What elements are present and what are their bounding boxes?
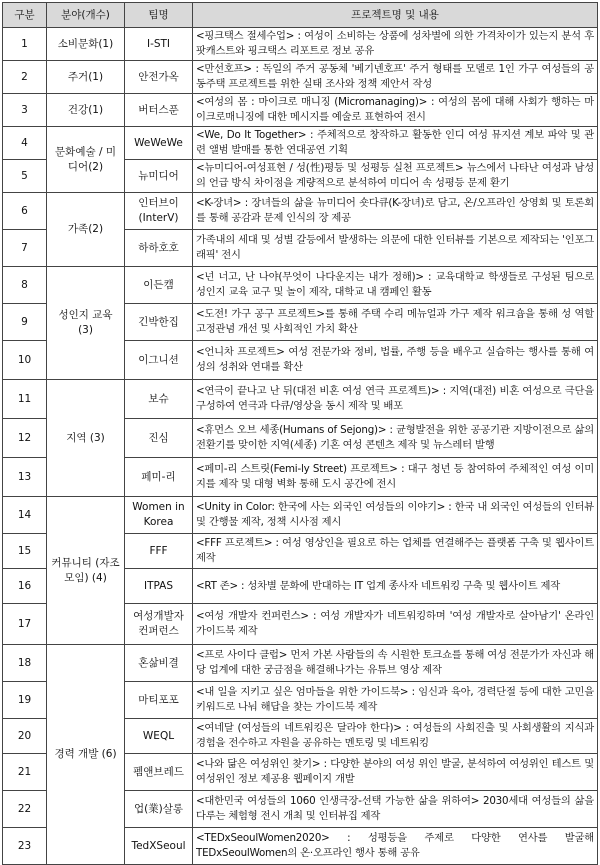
row-number: 7: [3, 230, 47, 267]
team-name: 긴박한집: [125, 304, 193, 341]
field-cell: 커뮤니티 (자조모임) (4): [47, 497, 125, 645]
project-description: <여성의 몸 : 마이크로 매니징 (Micromanaging)> : 여성의 몸에 대해 사회가 행하는 마이크로매니징에 대한 메시지를 예술로 표현하여 전시: [193, 94, 598, 127]
team-name: 안전가옥: [125, 61, 193, 94]
team-name: Women in Korea: [125, 497, 193, 534]
field-cell: 문화예술 / 미디어(2): [47, 127, 125, 193]
row-number: 22: [3, 791, 47, 828]
project-table: [2, 2, 598, 865]
row-number: 14: [3, 497, 47, 534]
team-name: 업(業)살롱: [125, 791, 193, 828]
row-number: 4: [3, 127, 47, 160]
row-number: 1: [3, 28, 47, 61]
project-description: <내 일을 지키고 싶은 엄마들을 위한 가이드북> : 임신과 육아, 경력단절 등에 대한 고민을 키워드로 나눠 해답을 찾는 가이드북 제작: [193, 682, 598, 719]
row-number: 6: [3, 193, 47, 230]
team-name: ITPAS: [125, 569, 193, 604]
project-description: <만선호프> : 독일의 주거 공동체 '베기넨호프' 주거 형태를 모델로 1인 가구 여성들의 공동주택 프로젝트를 위한 실태 조사와 정책 제안서 작성: [193, 61, 598, 94]
table-row: [3, 61, 598, 94]
team-name: 진심: [125, 419, 193, 458]
row-number: 5: [3, 160, 47, 193]
team-name: TedXSeoul: [125, 828, 193, 865]
field-cell: 주거(1): [47, 61, 125, 94]
row-number: 23: [3, 828, 47, 865]
header-field: 분야(개수): [47, 3, 125, 28]
table-row: [3, 267, 598, 304]
team-name: 혼삶비결: [125, 645, 193, 682]
field-cell: 지역 (3): [47, 380, 125, 497]
team-name: 뉴미디어: [125, 160, 193, 193]
row-number: 9: [3, 304, 47, 341]
team-name: WeWeWe: [125, 127, 193, 160]
project-description: <Unity in Color: 한국에 사는 외국인 여성들의 이야기> : 한국 내 외국인 여성들의 인터뷰 및 간행물 제작, 정책 시사점 제시: [193, 497, 598, 534]
table-row: [3, 127, 598, 160]
project-description: <휴먼스 오브 세종(Humans of Sejong)> : 균형발전을 위한 공공기관 지방이전으로 삶의 전환기를 맞이한 지역(세종) 기혼 여성 콘텐츠 제작 및 뉴스레터 발행: [193, 419, 598, 458]
project-description: <여성 개발자 컨퍼런스> : 여성 개발자가 네트워킹하며 '여성 개발자로 살아남기' 온라인 가이드북 제작: [193, 604, 598, 645]
team-name: I-STI: [125, 28, 193, 61]
project-description: <FFF 프로젝트> : 여성 영상인을 필요로 하는 업체를 연결해주는 플랫폼 구축 및 웹사이트 제작: [193, 534, 598, 569]
project-description: <넌 너고, 난 나야(무엇이 나다운지는 내가 정해)> : 교육대학교 학생들로 구성된 팀으로 성인지 교육 교구 및 놀이 제작, 대학교 내 캠페인 활동: [193, 267, 598, 304]
header-category: 구분: [3, 3, 47, 28]
project-description: <K-장녀> : 장녀들의 삶을 뉴미디어 숏다큐(K-장녀)로 담고, 온/오프라인 상영회 및 토론회를 통해 공감과 문제 인식의 장 제공: [193, 193, 598, 230]
table-row: [3, 497, 598, 534]
table-row: [3, 28, 598, 61]
table-row: [3, 645, 598, 682]
team-name: 인터브이 (InterV): [125, 193, 193, 230]
row-number: 17: [3, 604, 47, 645]
field-cell: 소비문화(1): [47, 28, 125, 61]
project-description: <페미-리 스트릿(Femi-ly Street) 프로젝트> : 대구 청년 등 참여하여 주체적인 여성 이미지를 제작 및 대형 벽화 통해 도시 공간에 전시: [193, 458, 598, 497]
project-description: <핑크택스 절세수업> : 여성이 소비하는 상품에 성차별에 의한 가격차이가 있는지 분석 후 팟캐스트와 핑크택스 리포트로 정보 공유: [193, 28, 598, 61]
field-cell: 건강(1): [47, 94, 125, 127]
team-name: 마티포포: [125, 682, 193, 719]
project-description: <여네달 (여성들의 네트워킹은 달라야 한다)> : 여성들의 사회진출 및 사회생활의 지식과 경험을 전수하고 자원을 공유하는 멘토링 및 네트워킹: [193, 719, 598, 754]
team-name: 이그니션: [125, 341, 193, 380]
row-number: 21: [3, 754, 47, 791]
field-cell: 성인지 교육 (3): [47, 267, 125, 380]
row-number: 2: [3, 61, 47, 94]
team-name: 이든캠: [125, 267, 193, 304]
team-name: 펨앤브레드: [125, 754, 193, 791]
project-description: <프로 사이다 클럽> 먼저 가본 사람들의 속 시원한 토크쇼를 통해 여성 전문가가 자신과 해당 업계에 대한 궁금점을 해결해나가는 유튜브 영상 제작: [193, 645, 598, 682]
project-description: <We, Do It Together> : 주체적으로 창작하고 활동한 인디 여성 뮤지션 계보 파악 및 관련 앨범 발매를 통한 연대공연 기획: [193, 127, 598, 160]
row-number: 16: [3, 569, 47, 604]
project-description: <뉴미디어-여성표현 / 성(性)평등 및 성평등 실천 프로젝트> 뉴스에서 나타난 여성과 남성의 언급 방식 차이점을 계량적으로 분석하여 미디어 속 성평등 문제 환기: [193, 160, 598, 193]
row-number: 15: [3, 534, 47, 569]
project-description: <RT 존> : 성차별 문화에 반대하는 IT 업계 종사자 네트워킹 구축 및 웹사이트 제작: [193, 569, 598, 604]
team-name: 보슈: [125, 380, 193, 419]
table-row: [3, 380, 598, 419]
team-name: FFF: [125, 534, 193, 569]
team-name: 여성개발자 컨퍼런스: [125, 604, 193, 645]
row-number: 10: [3, 341, 47, 380]
project-description: <대한민국 여성들의 1060 인생극장-선택 가능한 삶을 위하여> 2030세대 여성들의 삶을 다루는 체험형 전시 개최 및 인터뷰집 제작: [193, 791, 598, 828]
project-description: <TEDxSeoulWomen2020> : 성평등을 주제로 다양한 연사를 발굴해 TEDxSeoulWomen의 온·오프라인 행사 통해 공유: [193, 828, 598, 865]
project-description: 가족내의 세대 및 성별 갈등에서 발생하는 의문에 대한 인터뷰를 기본으로 제작되는 '인포그래픽' 전시: [193, 230, 598, 267]
team-name: 버터스푼: [125, 94, 193, 127]
project-description: <언니차 프로젝트> 여성 전문가와 정비, 법률, 주행 등을 배우고 실습하는 행사를 통해 여성의 성취와 연대를 확산: [193, 341, 598, 380]
row-number: 8: [3, 267, 47, 304]
row-number: 12: [3, 419, 47, 458]
row-number: 20: [3, 719, 47, 754]
row-number: 3: [3, 94, 47, 127]
table-row: [3, 94, 598, 127]
row-number: 11: [3, 380, 47, 419]
header-team: 팀명: [125, 3, 193, 28]
row-number: 19: [3, 682, 47, 719]
table-row: [3, 193, 598, 230]
row-number: 18: [3, 645, 47, 682]
team-name: WEQL: [125, 719, 193, 754]
team-name: 페미-리: [125, 458, 193, 497]
field-cell: 경력 개발 (6): [47, 645, 125, 865]
project-description: <연극이 끝나고 난 뒤(대전 비혼 여성 연극 프로젝트)> : 지역(대전) 비혼 여성으로 극단을 구성하여 연극과 다큐/영상을 동시 제작 및 배포: [193, 380, 598, 419]
row-number: 13: [3, 458, 47, 497]
field-cell: 가족(2): [47, 193, 125, 267]
project-description: <도전! 가구 공구 프로젝트>를 통해 주택 수리 메뉴얼과 가구 제작 워크숍을 통해 성 역할 고정관념 개선 및 사회적인 가치 확산: [193, 304, 598, 341]
header-project: 프로젝트명 및 내용: [193, 3, 598, 28]
header-row: [3, 3, 598, 28]
project-description: <나와 닮은 여성위인 찾기> : 다양한 분야의 여성 위인 발굴, 분석하여 여성위인 테스트 및 여성위인 정보 제공용 웹페이지 개발: [193, 754, 598, 791]
team-name: 하하호호: [125, 230, 193, 267]
